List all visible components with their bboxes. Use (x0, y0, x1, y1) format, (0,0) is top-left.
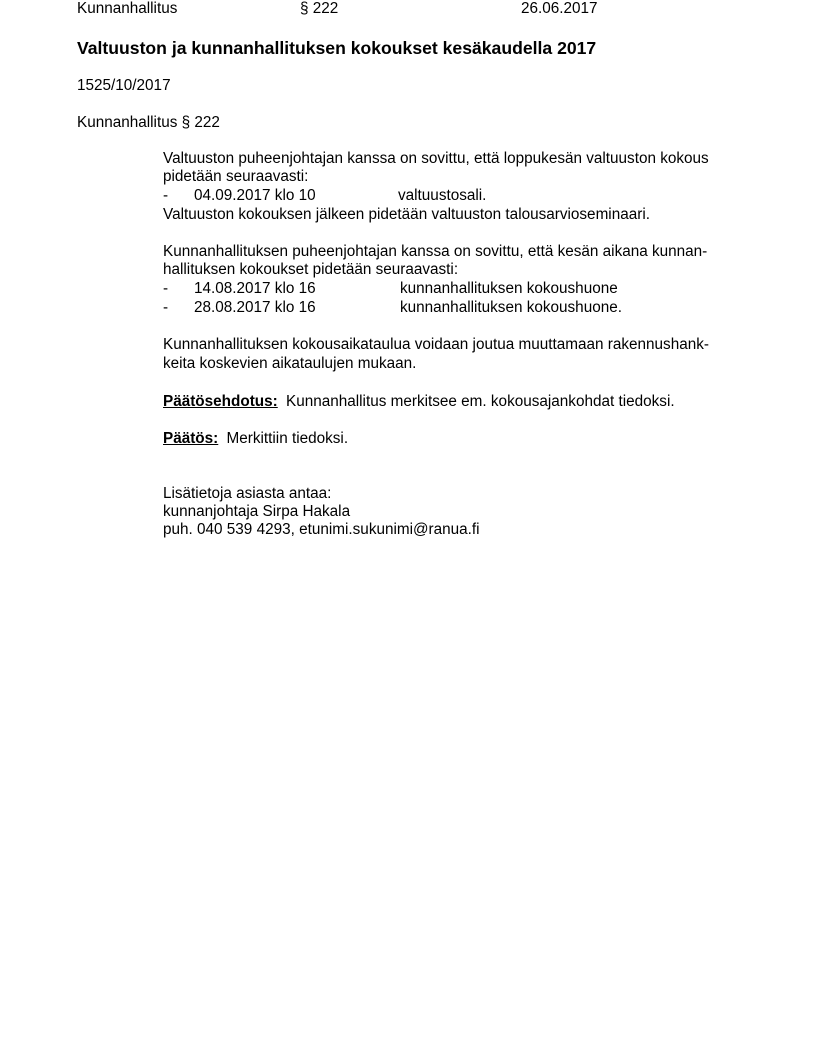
schedule-note-line2: keita koskevien aikataulujen mukaan. (163, 355, 417, 372)
contact-line2: kunnanjohtaja Sirpa Hakala (163, 503, 351, 520)
meeting-date: 14.08.2017 klo 16 (194, 280, 316, 297)
decision-label: Päätös: (163, 430, 219, 447)
header-date: 26.06.2017 (521, 0, 598, 17)
board-intro-line1: Kunnanhallituksen puheenjohtajan kanssa on sovittu, että kesän aikana kunnan- (163, 243, 708, 260)
meeting-place: kunnanhallituksen kokoushuone (400, 280, 618, 297)
council-after-text: Valtuuston kokouksen jälkeen pidetään valtuuston talousarvioseminaari. (163, 206, 650, 223)
proposal-label: Päätösehdotus: (163, 393, 278, 410)
contact-line1: Lisätietoja asiasta antaa: (163, 485, 332, 502)
proposal (163, 393, 675, 411)
meeting-date: 04.09.2017 klo 10 (194, 187, 316, 204)
meeting-place: valtuustosali. (398, 187, 487, 204)
list-bullet: - (163, 299, 169, 316)
list-bullet: - (163, 187, 169, 204)
decision (163, 430, 348, 448)
decision-text: Merkittiin tiedoksi. (226, 430, 349, 447)
contact-line3: puh. 040 539 4293, etunimi.sukunimi@ranua.fi (163, 521, 480, 538)
schedule-note-line1: Kunnanhallituksen kokousaikataulua voidaan joutua muuttamaan rakennushank- (163, 336, 709, 353)
proposal-text: Kunnanhallitus merkitsee em. kokousajankohdat tiedoksi. (286, 393, 675, 410)
header-body: Kunnanhallitus (77, 0, 178, 17)
list-bullet: - (163, 280, 169, 297)
board-intro-line2: hallituksen kokoukset pidetään seuraavasti: (163, 261, 459, 278)
section-reference: Kunnanhallitus § 222 (77, 114, 220, 131)
header-section: § 222 (300, 0, 339, 17)
council-intro-line2: pidetään seuraavasti: (163, 168, 309, 185)
meeting-place: kunnanhallituksen kokoushuone. (400, 299, 622, 316)
council-intro-line1: Valtuuston puheenjohtajan kanssa on sovittu, että loppukesän valtuuston kokous (163, 150, 709, 167)
case-number: 1525/10/2017 (77, 77, 171, 94)
page-title: Valtuuston ja kunnanhallituksen kokoukset kesäkaudella 2017 (77, 38, 597, 58)
meeting-date: 28.08.2017 klo 16 (194, 299, 316, 316)
